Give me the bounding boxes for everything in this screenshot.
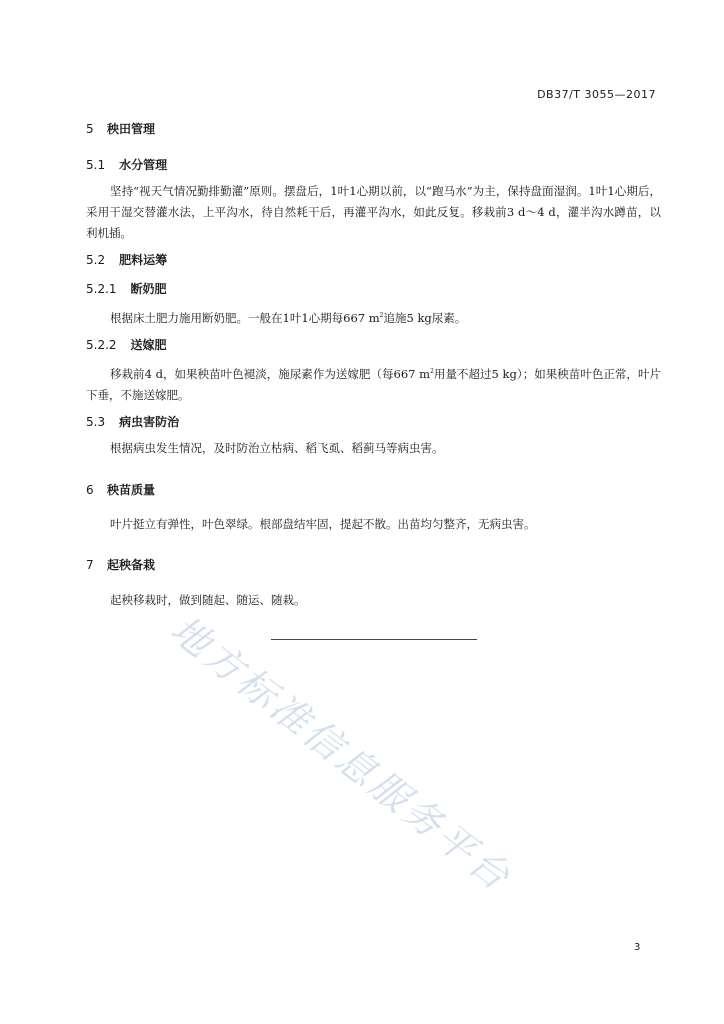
section-5-1-paragraph: 坚持“视天气情况勤排勤灌”原则。摆盘后，1叶1心期以前，以“跑马水”为主，保持盘面湿润。1叶1心期后，采用干湿交替灌水法，上平沟水，待自然耗干后，再灌平沟水，如此反复。移栽前3 d～4 d，灌半沟水蹲苗，以利机插。 [86,184,661,240]
section-number: 5.1 [86,158,106,172]
paragraph-text: 用量不超过5 kg）；如果秧苗叶色正常，叶片下垂，不施送嫁肥。 [86,366,661,402]
section-5-2-1-paragraph [86,305,661,329]
document-code: DB37/T 3055—2017 [537,88,656,101]
section-5-1-heading [86,156,167,173]
section-5-2-1-heading [86,280,167,297]
section-5-3-paragraph: 根据病虫发生情况，及时防治立枯病、稻飞虱、稻蓟马等病虫害。 [110,441,444,455]
section-title: 起秧备栽 [107,558,156,572]
section-6-paragraph: 叶片挺立有弹性，叶色翠绿。根部盘结牢固，提起不散。出苗均匀整齐，无病虫害。 [110,517,536,531]
section-7-paragraph: 起秧移栽时，做到随起、随运、随栽。 [110,593,306,607]
page-number: 3 [634,942,641,953]
superscript: 2 [430,368,434,375]
section-title: 秧苗质量 [107,483,156,497]
end-of-text-rule [271,639,477,640]
paragraph-text: 根据床土肥力施用断奶肥。一般在1叶1心期每667 m [110,310,380,325]
section-number: 5 [86,122,94,136]
section-title: 水分管理 [119,158,168,172]
section-title: 断奶肥 [130,282,167,296]
section-5-2-heading [86,251,167,268]
section-number: 5.2.1 [86,282,117,296]
section-6-heading [86,481,155,498]
paragraph-text: 移栽前4 d，如果秧苗叶色褪淡，施尿素作为送嫁肥（每667 m [110,366,431,381]
section-title: 送嫁肥 [130,338,167,352]
watermark: 地方标准信息服务平台 [162,607,521,901]
superscript: 2 [379,312,384,319]
section-5-2-2-heading [86,336,167,353]
section-7-heading [86,556,155,573]
section-title: 肥料运筹 [119,253,168,267]
section-title: 秧田管理 [107,122,156,136]
paragraph-text: 追施5 kg尿素。 [383,310,467,325]
section-number: 5.3 [86,415,106,429]
section-5-2-2-paragraph [86,361,661,406]
section-5-heading [86,120,155,137]
section-number: 6 [86,483,94,497]
section-number: 5.2.2 [86,338,117,352]
section-5-3-heading [86,413,179,430]
section-number: 7 [86,558,94,572]
section-title: 病虫害防治 [119,415,180,429]
section-number: 5.2 [86,253,106,267]
